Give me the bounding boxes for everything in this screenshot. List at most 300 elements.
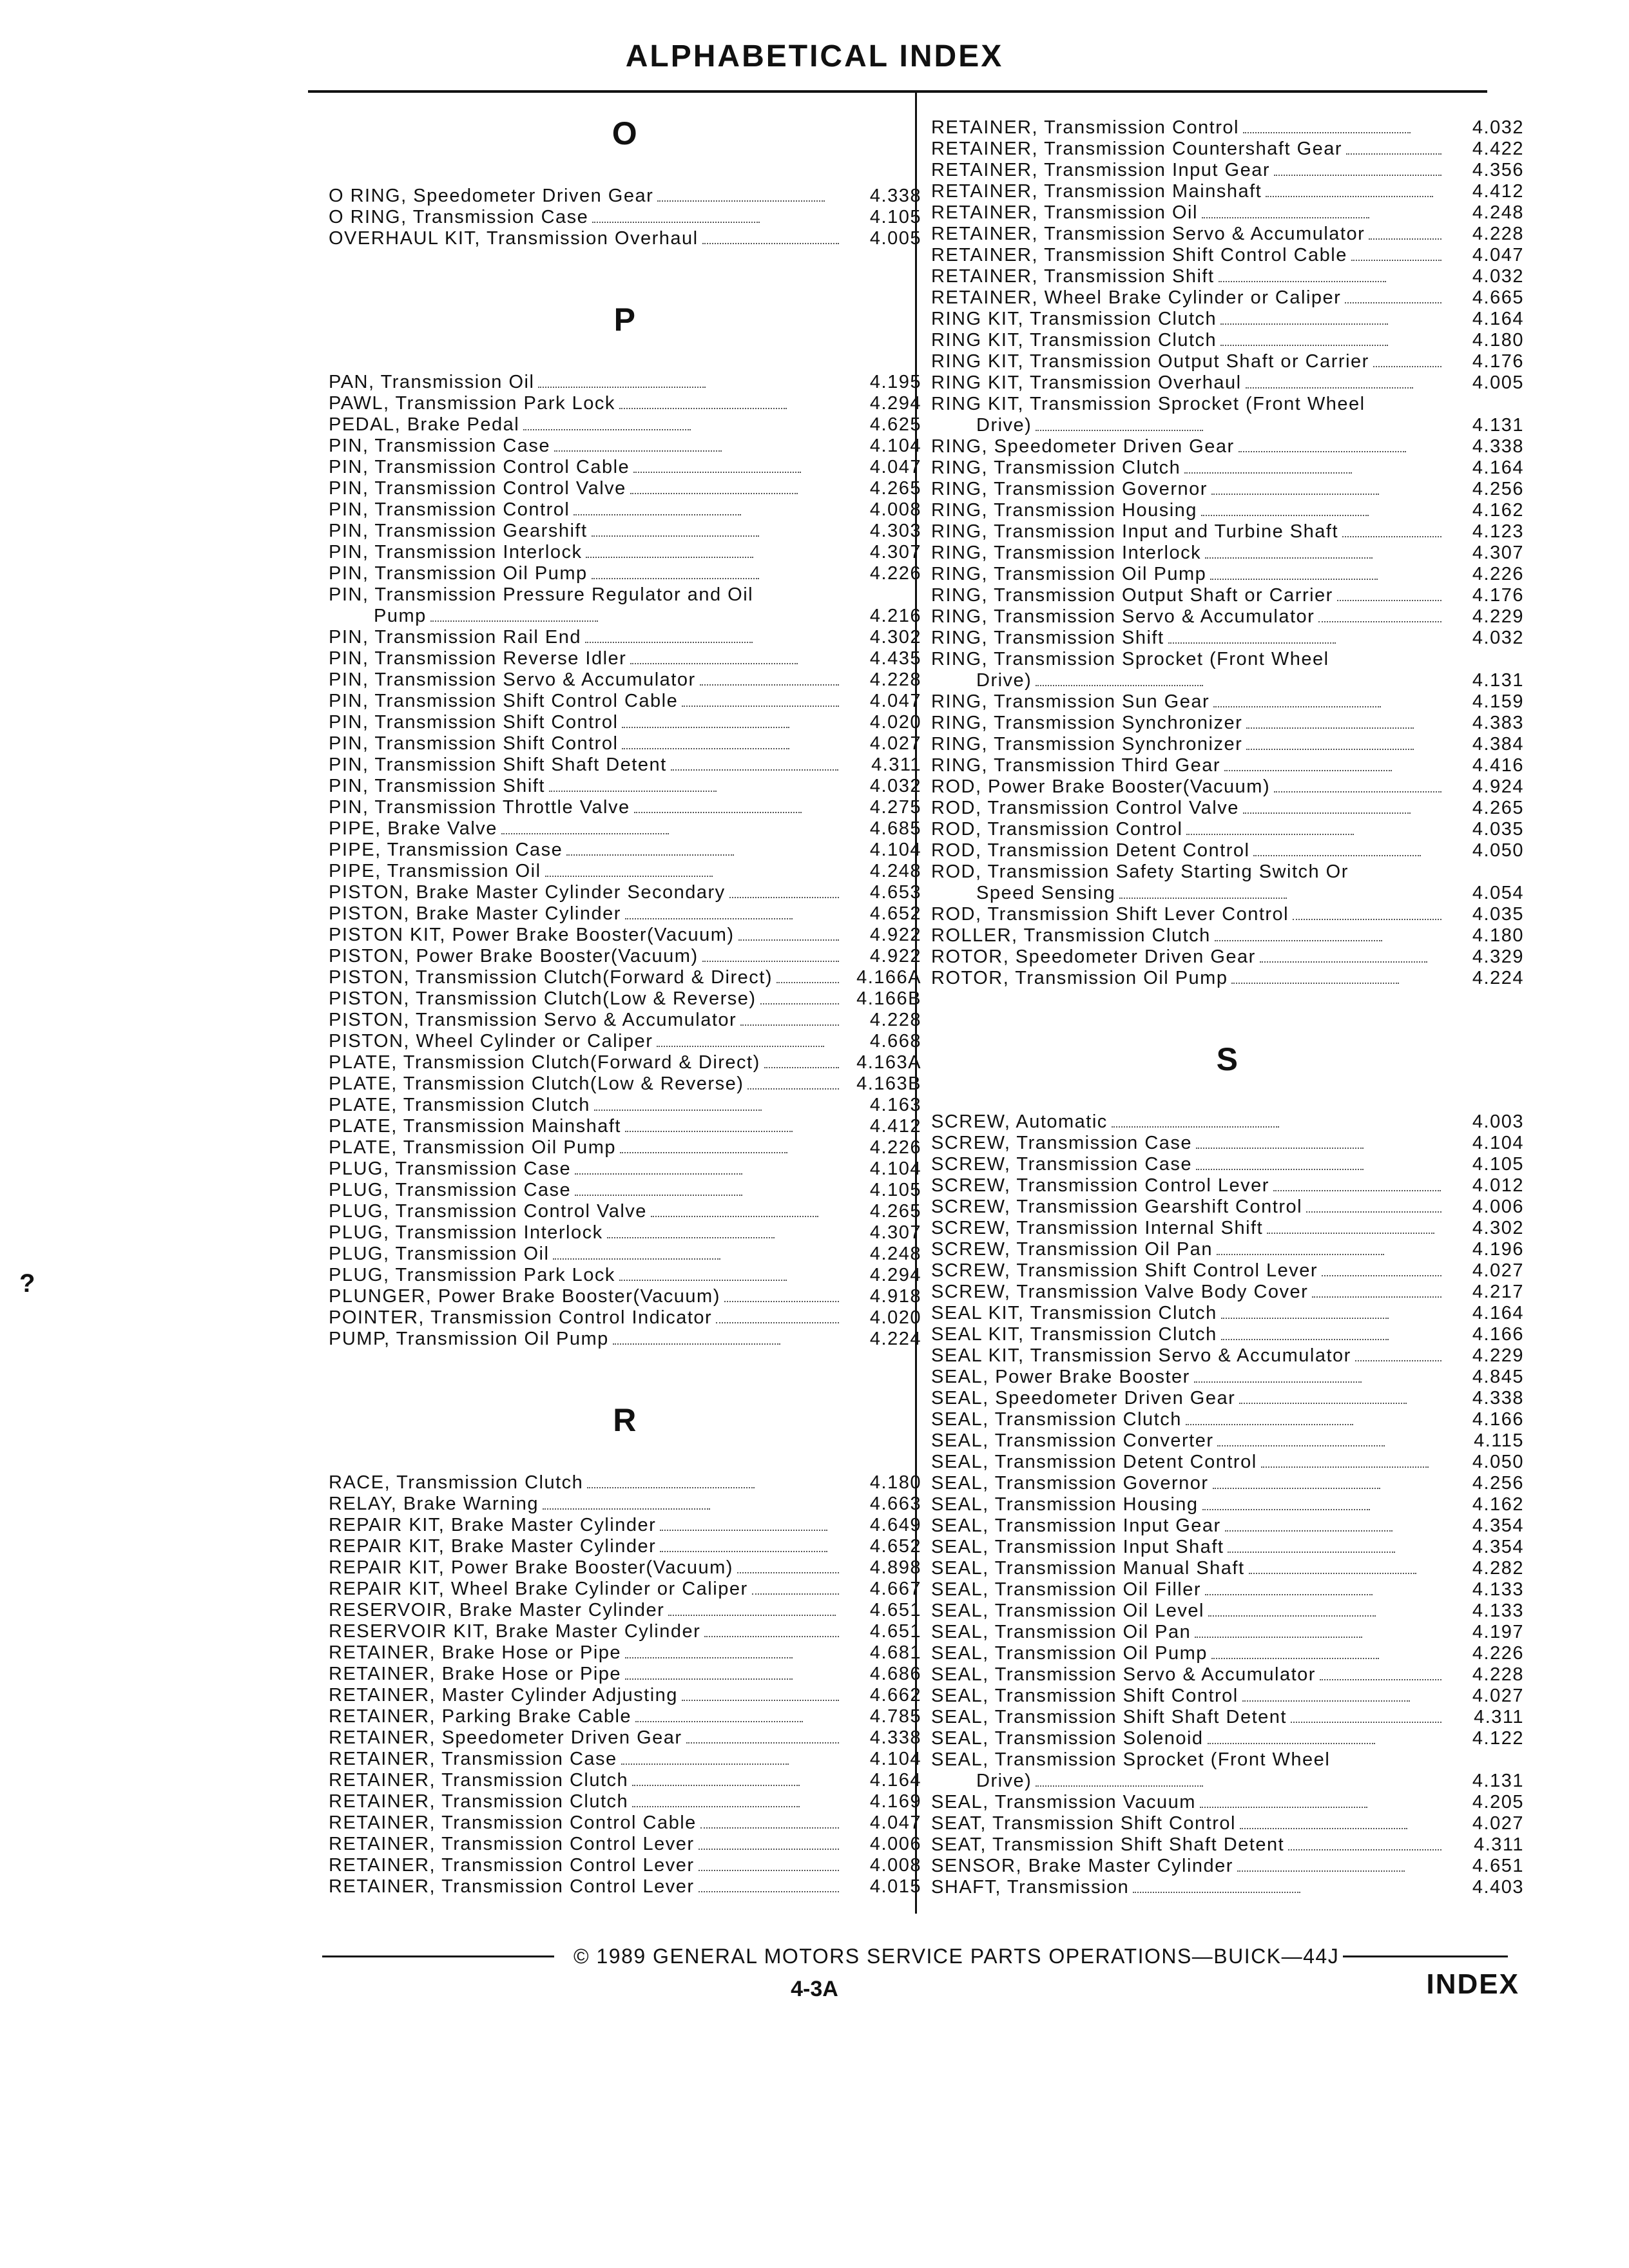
index-entry — [931, 139, 1524, 160]
entry-name: SEAL, Transmission Governor — [931, 1473, 1209, 1494]
dot-leader — [1243, 131, 1411, 133]
entry-page-ref: 4.307 — [1472, 543, 1524, 563]
index-entry — [329, 733, 921, 754]
dot-leader — [1246, 386, 1413, 389]
entry-list — [329, 372, 921, 1350]
index-entry — [931, 776, 1524, 798]
entry-page-ref: 4.104 — [869, 436, 921, 456]
index-entry — [931, 904, 1524, 925]
entry-name: PLATE, Transmission Clutch(Forward & Direct) — [329, 1052, 760, 1073]
entry-page-ref: 4.294 — [869, 1265, 921, 1285]
entry-name: O RING, Transmission Case — [329, 207, 589, 227]
entry-name: PIN, Transmission Gearshift — [329, 521, 588, 541]
index-entry — [931, 1558, 1524, 1579]
section-letter: S — [1216, 1041, 1239, 1077]
dot-leader — [1186, 1423, 1353, 1425]
entry-name: PIN, Transmission Control — [329, 499, 570, 520]
entry-name: RELAY, Brake Warning — [329, 1494, 539, 1514]
index-entry — [329, 1244, 921, 1265]
entry-page-ref: 4.163A — [856, 1052, 921, 1073]
dot-leader — [1288, 1848, 1441, 1850]
entry-name: RING, Transmission Input and Turbine Shaft — [931, 521, 1338, 542]
index-entry — [931, 1345, 1524, 1367]
dot-leader — [1200, 1805, 1367, 1808]
index-section — [329, 115, 921, 249]
dot-leader — [737, 1571, 839, 1573]
dot-leader — [1217, 1253, 1384, 1255]
entry-name: PLATE, Transmission Mainshaft — [329, 1116, 621, 1137]
index-entry — [931, 309, 1524, 330]
index-entry — [931, 861, 1524, 883]
entry-page-ref: 4.035 — [1472, 904, 1524, 925]
dot-leader — [586, 555, 753, 558]
entry-page-ref: 4.047 — [869, 691, 921, 711]
dot-leader — [621, 1762, 789, 1765]
dot-leader — [1202, 216, 1369, 218]
dot-leader — [1239, 1401, 1407, 1404]
entry-page-ref: 4.122 — [1472, 1728, 1524, 1749]
index-section — [329, 301, 921, 1350]
entry-page-ref: 4.311 — [1474, 1834, 1524, 1855]
page-title: ALPHABETICAL INDEX — [625, 39, 1004, 73]
entry-page-ref: 4.228 — [869, 669, 921, 690]
entry-page-ref: 4.005 — [869, 228, 921, 249]
index-entry — [329, 1749, 921, 1770]
entry-page-ref: 4.050 — [1472, 1452, 1524, 1472]
entry-page-ref: 4.224 — [1472, 968, 1524, 988]
index-entry — [329, 1137, 921, 1158]
dot-leader — [592, 534, 759, 537]
entry-page-ref: 4.651 — [869, 1600, 921, 1620]
entry-page-ref: 4.338 — [869, 186, 921, 206]
index-entry — [329, 669, 921, 691]
index-entry — [931, 266, 1524, 287]
entry-page-ref: 4.918 — [869, 1286, 921, 1307]
index-entry — [329, 584, 921, 606]
dot-leader — [594, 1108, 762, 1111]
dot-leader — [668, 1613, 836, 1616]
dot-leader — [619, 407, 787, 409]
dot-leader — [625, 1656, 793, 1658]
dot-leader — [682, 1698, 839, 1701]
entry-page-ref: 4.653 — [869, 882, 921, 903]
index-entry — [329, 1812, 921, 1834]
dot-leader — [1195, 1635, 1362, 1638]
entry-name: PISTON, Power Brake Booster(Vacuum) — [329, 946, 699, 966]
entry-page-ref: 4.131 — [1472, 415, 1524, 436]
right-column — [931, 117, 1524, 1950]
entry-page-ref: 4.649 — [869, 1515, 921, 1535]
index-entry — [931, 245, 1524, 266]
entry-name: SEAL, Transmission Shift Control — [931, 1686, 1239, 1706]
entry-page-ref: 4.651 — [869, 1621, 921, 1642]
index-entry — [329, 946, 921, 967]
dot-leader — [1036, 428, 1203, 431]
index-entry — [329, 1536, 921, 1557]
entry-name: SCREW, Transmission Oil Pan — [931, 1239, 1213, 1260]
index-entry — [329, 840, 921, 861]
index-entry — [329, 925, 921, 946]
entry-page-ref: 4.047 — [1472, 245, 1524, 265]
index-entry — [329, 1031, 921, 1052]
dot-leader — [1249, 1571, 1416, 1574]
dot-leader — [702, 242, 839, 244]
dot-leader — [1211, 1657, 1379, 1659]
entry-page-ref: 4.226 — [869, 563, 921, 584]
index-entry — [329, 648, 921, 669]
entry-page-ref: 4.054 — [1472, 883, 1524, 903]
entry-page-ref: 4.180 — [1472, 330, 1524, 351]
entry-name: ROLLER, Transmission Clutch — [931, 925, 1211, 946]
entry-name: RING, Transmission Housing — [931, 500, 1197, 521]
entry-list — [931, 117, 1524, 989]
index-entry — [931, 224, 1524, 245]
entry-name: PAWL, Transmission Park Lock — [329, 393, 615, 414]
entry-name: SEAL, Transmission Input Shaft — [931, 1537, 1224, 1557]
entry-page-ref: 4.166B — [856, 988, 921, 1009]
entry-name: PIN, Transmission Shift Control — [329, 733, 619, 754]
entry-page-ref: 4.403 — [1472, 1877, 1524, 1898]
index-entry — [329, 903, 921, 925]
dot-leader — [724, 1300, 839, 1302]
entry-name: RETAINER, Transmission Shift Control Cable — [931, 245, 1347, 265]
dot-leader — [1231, 981, 1399, 984]
dot-leader — [699, 1869, 839, 1871]
dot-leader — [625, 1129, 793, 1132]
entry-page-ref: 4.032 — [869, 776, 921, 796]
entry-page-ref: 4.785 — [869, 1706, 921, 1727]
entry-name: O RING, Speedometer Driven Gear — [329, 186, 654, 206]
dot-leader — [660, 1528, 827, 1531]
entry-name: RETAINER, Brake Hose or Pipe — [329, 1664, 622, 1684]
entry-name: RING KIT, Transmission Overhaul — [931, 372, 1242, 393]
entry-page-ref: 4.354 — [1472, 1537, 1524, 1557]
entry-name: SEAL, Transmission Oil Pan — [931, 1622, 1191, 1642]
entry-name: RING, Transmission Sprocket (Front Wheel — [931, 649, 1329, 669]
entry-name: PIN, Transmission Interlock — [329, 542, 583, 562]
entry-page-ref: 4.686 — [869, 1664, 921, 1684]
entry-name: PIN, Transmission Reverse Idler — [329, 648, 627, 669]
entry-page-ref: 4.217 — [1472, 1282, 1524, 1302]
dot-leader — [622, 726, 789, 728]
entry-page-ref: 4.228 — [869, 1010, 921, 1030]
entry-page-ref: 4.845 — [1472, 1367, 1524, 1387]
entry-name: RETAINER, Transmission Control Lever — [329, 1876, 695, 1897]
entry-page-ref: 4.256 — [1472, 479, 1524, 499]
entry-name: SEAL, Transmission Solenoid — [931, 1728, 1204, 1749]
entry-name: SCREW, Transmission Case — [931, 1133, 1193, 1153]
index-entry-continuation — [931, 883, 1524, 904]
entry-name: REPAIR KIT, Power Brake Booster(Vacuum) — [329, 1557, 733, 1578]
dot-leader — [1208, 1614, 1376, 1617]
index-entry — [329, 393, 921, 414]
index-entry — [931, 436, 1524, 457]
entry-list — [329, 186, 921, 249]
dot-leader — [1208, 1742, 1375, 1744]
dot-leader — [702, 959, 839, 962]
index-entry — [329, 1472, 921, 1494]
index-entry — [931, 947, 1524, 968]
index-entry — [931, 1643, 1524, 1664]
entry-page-ref: 4.662 — [869, 1685, 921, 1706]
index-entry — [931, 202, 1524, 224]
index-entry — [329, 1515, 921, 1536]
dot-leader — [554, 449, 722, 452]
index-entry — [931, 798, 1524, 819]
index-entry — [931, 1324, 1524, 1345]
entry-page-ref: 4.416 — [1472, 755, 1524, 776]
dot-leader — [1221, 1316, 1389, 1319]
dot-leader — [1293, 918, 1441, 920]
entry-page-ref: 4.133 — [1472, 1600, 1524, 1621]
entry-name: SEAL, Transmission Detent Control — [931, 1452, 1257, 1472]
entry-name: RING KIT, Transmission Sprocket (Front Wheel — [931, 394, 1365, 414]
dot-leader — [523, 428, 691, 430]
index-entry — [931, 351, 1524, 372]
entry-name: SCREW, Transmission Valve Body Cover — [931, 1282, 1309, 1302]
entry-name: SENSOR, Brake Master Cylinder — [931, 1856, 1233, 1876]
index-entry — [931, 1218, 1524, 1239]
index-entry — [931, 606, 1524, 628]
index-entry — [931, 925, 1524, 947]
entry-page-ref: 4.303 — [869, 521, 921, 541]
entry-name: SCREW, Transmission Gearshift Control — [931, 1196, 1303, 1217]
entry-page-ref: 4.229 — [1472, 606, 1524, 627]
entry-name: PIN, Transmission Control Valve — [329, 478, 626, 499]
dot-leader — [574, 513, 741, 515]
entry-name-continued: Drive) — [976, 1771, 1032, 1791]
dot-leader — [1215, 939, 1382, 941]
entry-name: RING, Transmission Interlock — [931, 543, 1202, 563]
dot-leader — [430, 619, 598, 622]
dot-leader — [1202, 1508, 1370, 1510]
dot-leader — [1355, 1359, 1441, 1361]
index-entry — [329, 712, 921, 733]
dot-leader — [657, 199, 825, 202]
entry-page-ref: 4.162 — [1472, 500, 1524, 521]
entry-name: SEAL, Transmission Sprocket (Front Wheel — [931, 1749, 1331, 1770]
index-entry — [931, 649, 1524, 670]
entry-name: RING, Transmission Clutch — [931, 457, 1181, 478]
entry-page-ref: 4.383 — [1472, 713, 1524, 733]
entry-page-ref: 4.384 — [1472, 734, 1524, 754]
entry-name: SEAL, Transmission Converter — [931, 1430, 1214, 1451]
entry-page-ref: 4.196 — [1472, 1239, 1524, 1260]
entry-name: PISTON, Transmission Clutch(Low & Reverse) — [329, 988, 757, 1009]
index-entry — [329, 967, 921, 988]
entry-page-ref: 4.047 — [869, 457, 921, 477]
index-entry — [329, 1286, 921, 1307]
index-entry — [329, 1095, 921, 1116]
entry-name: SCREW, Transmission Control Lever — [931, 1175, 1269, 1196]
entry-name: PIN, Transmission Servo & Accumulator — [329, 669, 696, 690]
dot-leader — [592, 577, 759, 579]
dot-leader — [587, 1486, 755, 1488]
dot-leader — [1225, 1529, 1393, 1532]
entry-page-ref: 4.027 — [1472, 1813, 1524, 1834]
entry-page-ref: 4.159 — [1472, 691, 1524, 712]
entry-name: PLUG, Transmission Case — [329, 1158, 572, 1179]
entry-name: RETAINER, Transmission Case — [329, 1749, 617, 1769]
dot-leader — [1119, 896, 1287, 899]
index-entry — [329, 414, 921, 436]
dot-leader — [1320, 1678, 1441, 1680]
dot-leader — [729, 896, 839, 898]
entry-page-ref: 4.248 — [869, 861, 921, 881]
entry-page-ref: 4.338 — [1472, 1388, 1524, 1408]
entry-name: SEAT, Transmission Shift Control — [931, 1813, 1236, 1834]
entry-name: SCREW, Transmission Shift Control Lever — [931, 1260, 1318, 1281]
entry-name: PISTON, Brake Master Cylinder Secondary — [329, 882, 726, 903]
index-entry — [329, 1010, 921, 1031]
dot-leader — [575, 1172, 742, 1175]
entry-page-ref: 4.050 — [1472, 840, 1524, 861]
entry-name: RING, Speedometer Driven Gear — [931, 436, 1235, 457]
index-entry — [329, 818, 921, 840]
index-entry — [329, 478, 921, 499]
dot-leader — [657, 1044, 824, 1047]
index-entry — [931, 181, 1524, 202]
dot-leader — [1243, 811, 1411, 814]
entry-name: REPAIR KIT, Wheel Brake Cylinder or Caliper — [329, 1579, 748, 1599]
entry-name: SEAL, Transmission Oil Pump — [931, 1643, 1208, 1664]
entry-page-ref: 4.228 — [1472, 1664, 1524, 1685]
index-entry — [329, 1664, 921, 1685]
index-entry — [329, 1834, 921, 1855]
entry-page-ref: 4.176 — [1472, 585, 1524, 606]
entry-page-ref: 4.032 — [1472, 266, 1524, 287]
index-entry — [329, 1222, 921, 1244]
entry-name: RETAINER, Transmission Control — [931, 117, 1239, 138]
index-entry — [931, 1877, 1524, 1898]
dot-leader — [1242, 1699, 1410, 1702]
entry-page-ref: 4.665 — [1472, 287, 1524, 308]
dot-leader — [1318, 620, 1441, 622]
entry-page-ref: 4.105 — [869, 1180, 921, 1200]
index-entry — [931, 457, 1524, 479]
entry-name: RING, Transmission Synchronizer — [931, 713, 1243, 733]
dot-leader — [704, 1635, 839, 1637]
index-entry — [329, 563, 921, 584]
entry-page-ref: 4.651 — [1472, 1856, 1524, 1876]
entry-page-ref: 4.275 — [869, 797, 921, 818]
entry-page-ref: 4.356 — [1472, 160, 1524, 180]
entry-name: SEAL, Power Brake Booster — [931, 1367, 1190, 1387]
dot-leader — [1219, 280, 1386, 282]
entry-page-ref: 4.302 — [869, 627, 921, 648]
entry-name: PISTON, Transmission Servo & Accumulator — [329, 1010, 737, 1030]
entry-page-ref: 4.131 — [1472, 670, 1524, 691]
entry-page-ref: 4.169 — [869, 1791, 921, 1812]
entry-page-ref: 4.229 — [1472, 1345, 1524, 1366]
index-entry — [329, 1073, 921, 1095]
entry-page-ref: 4.422 — [1472, 139, 1524, 159]
entry-name: PLATE, Transmission Clutch — [329, 1095, 590, 1115]
index-entry — [931, 160, 1524, 181]
dot-leader — [682, 704, 839, 707]
entry-name: RING, Transmission Synchronizer — [931, 734, 1243, 754]
entry-page-ref: 4.115 — [1474, 1430, 1524, 1451]
entry-page-ref: 4.311 — [871, 754, 921, 775]
dot-leader — [660, 1550, 827, 1552]
dot-leader — [686, 1741, 839, 1744]
dot-leader — [620, 1151, 787, 1153]
entry-name: SCREW, Transmission Case — [931, 1154, 1193, 1175]
entry-name: RETAINER, Transmission Control Lever — [329, 1834, 695, 1854]
index-entry — [931, 1664, 1524, 1686]
entry-name: SEAL, Transmission Input Gear — [931, 1515, 1221, 1536]
entry-page-ref: 4.027 — [1472, 1260, 1524, 1281]
entry-page-ref: 4.265 — [1472, 798, 1524, 818]
index-entry — [931, 1813, 1524, 1834]
entry-name: RING, Transmission Third Gear — [931, 755, 1221, 776]
entry-page-ref: 4.166 — [1472, 1324, 1524, 1345]
entry-page-ref: 4.164 — [1472, 457, 1524, 478]
index-entry — [329, 1770, 921, 1791]
entry-name: SEAL, Transmission Oil Filler — [931, 1579, 1201, 1600]
dot-leader — [1266, 195, 1433, 197]
entry-page-ref: 4.226 — [1472, 1643, 1524, 1664]
index-entry — [931, 1367, 1524, 1388]
entry-name: PLATE, Transmission Clutch(Low & Reverse) — [329, 1073, 744, 1094]
entry-name: PEDAL, Brake Pedal — [329, 414, 520, 435]
section-letter: R — [613, 1402, 637, 1438]
entry-name-continued: Drive) — [976, 670, 1032, 691]
index-entry — [931, 1792, 1524, 1813]
dot-leader — [1291, 1720, 1441, 1723]
index-entry — [931, 691, 1524, 713]
dot-leader — [607, 1236, 775, 1238]
entry-page-ref: 4.123 — [1472, 521, 1524, 542]
entry-page-ref: 4.012 — [1472, 1175, 1524, 1196]
dot-leader — [1337, 599, 1441, 601]
entry-page-ref: 4.294 — [869, 393, 921, 414]
entry-name: PIN, Transmission Shift Control — [329, 712, 619, 733]
index-entry — [931, 840, 1524, 861]
entry-name: RESERVOIR, Brake Master Cylinder — [329, 1600, 665, 1620]
entry-name: PIN, Transmission Shift Shaft Detent — [329, 754, 667, 775]
index-entry — [931, 1686, 1524, 1707]
entry-name: PLUNGER, Power Brake Booster(Vacuum) — [329, 1286, 720, 1307]
entry-name: ROD, Transmission Shift Lever Control — [931, 904, 1289, 925]
dot-leader — [622, 747, 789, 749]
index-entry — [931, 1260, 1524, 1282]
dot-leader — [1246, 747, 1414, 750]
entry-page-ref: 4.922 — [869, 925, 921, 945]
entry-name: RETAINER, Brake Hose or Pipe — [329, 1642, 622, 1663]
entry-name: PISTON, Brake Master Cylinder — [329, 903, 621, 924]
dot-leader — [553, 1257, 720, 1260]
index-entry — [931, 543, 1524, 564]
entry-page-ref: 4.047 — [869, 1812, 921, 1833]
index-entry — [329, 691, 921, 712]
index-entry — [329, 1600, 921, 1621]
entry-name: PLUG, Transmission Case — [329, 1180, 572, 1200]
entry-name: SEAL, Transmission Shift Shaft Detent — [931, 1707, 1287, 1727]
entry-page-ref: 4.035 — [1472, 819, 1524, 840]
entry-name: PIN, Transmission Throttle Valve — [329, 797, 630, 818]
dot-leader — [1036, 684, 1203, 686]
entry-name-continued: Pump — [374, 606, 427, 626]
entry-name: PLUG, Transmission Park Lock — [329, 1265, 615, 1285]
entry-page-ref: 4.180 — [1472, 925, 1524, 946]
entry-page-ref: 4.164 — [1472, 1303, 1524, 1323]
entry-name: RETAINER, Transmission Control Cable — [329, 1812, 697, 1833]
entry-page-ref: 4.681 — [869, 1642, 921, 1663]
dot-leader — [1220, 343, 1388, 346]
entry-name: RING, Transmission Servo & Accumulator — [931, 606, 1315, 627]
entry-page-ref: 4.282 — [1472, 1558, 1524, 1579]
